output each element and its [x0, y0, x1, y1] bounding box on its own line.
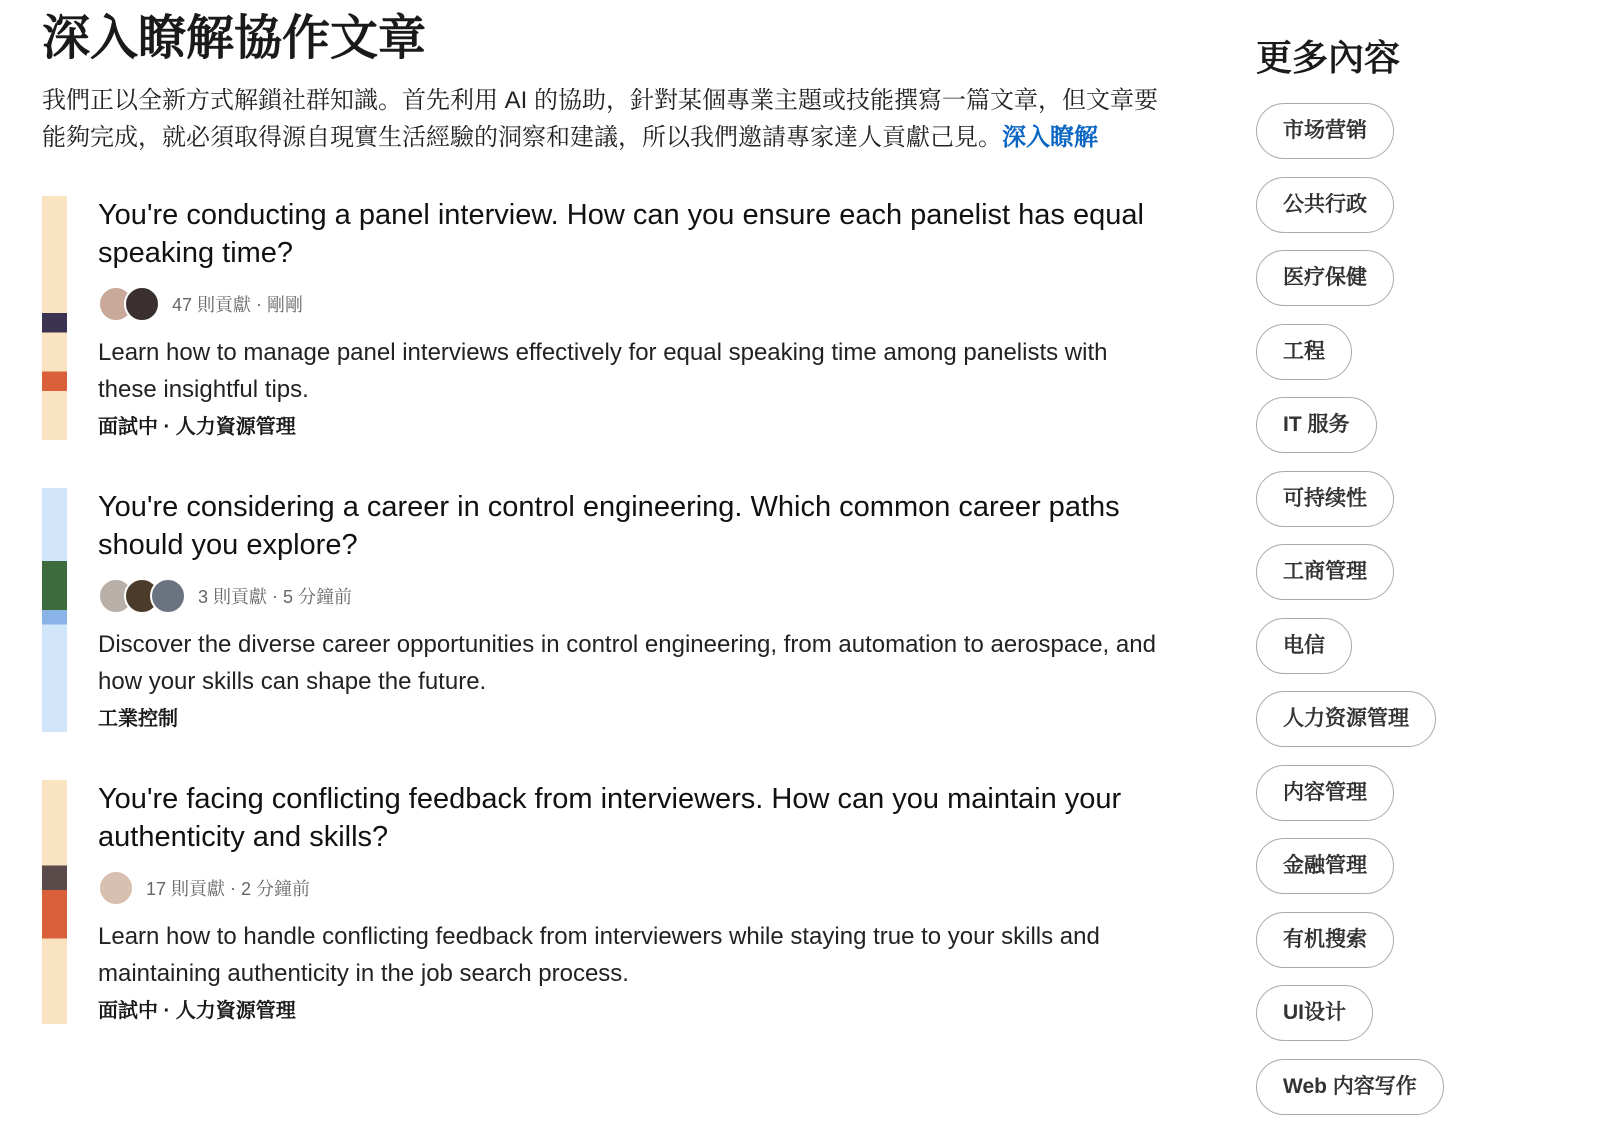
- article-meta: 47 則貢獻 · 剛剛: [98, 284, 1172, 324]
- page-title: 深入瞭解協作文章: [42, 12, 427, 65]
- topic-pill[interactable]: UI设计: [1256, 985, 1373, 1041]
- article-description: Learn how to handle conflicting feedback from interviewers while staying true to your skills and maintaining authenticity in the job search process.: [98, 923, 1100, 987]
- topic-pill[interactable]: 内容管理: [1256, 765, 1394, 821]
- intro-text: 我們正以全新方式解鎖社群知識。首先利用 AI 的協助，針對某個專業主題或技能撰寫一篇文章，但文章要能夠完成，就必須取得源自現實生活經驗的洞察和建議，所以我們邀請專家達人貢獻己見。深入瞭解: [42, 87, 1159, 151]
- topic-pill[interactable]: 市场营销: [1256, 103, 1394, 159]
- timestamp: 剛剛: [267, 295, 304, 315]
- topic-pill[interactable]: 医疗保健: [1256, 250, 1394, 306]
- article-meta: 3 則貢獻 · 5 分鐘前: [98, 576, 1172, 616]
- article-thumbnail[interactable]: [42, 780, 67, 1024]
- article-description: Discover the diverse career opportunities in control engineering, from automation to aerospace, and how your skills can shape the future.: [98, 631, 1156, 695]
- topic-pill[interactable]: 有机搜索: [1256, 912, 1394, 968]
- topic-pill[interactable]: Web 内容写作: [1256, 1059, 1444, 1115]
- timestamp: 2 分鐘前: [241, 879, 311, 899]
- article-meta: 17 則貢獻 · 2 分鐘前: [98, 868, 1172, 908]
- article-description: Learn how to manage panel interviews effectively for equal speaking time among panelists with these insightful tips.: [98, 339, 1108, 403]
- learn-more-link[interactable]: 深入瞭解: [1002, 124, 1098, 151]
- article-thumbnail[interactable]: [42, 196, 67, 440]
- topic-pill[interactable]: 金融管理: [1256, 838, 1394, 894]
- timestamp: 5 分鐘前: [283, 587, 353, 607]
- article-card: [42, 780, 1172, 1024]
- article-card: [42, 196, 1172, 440]
- main-content: [42, 0, 1172, 1024]
- contributor-avatars: [98, 578, 186, 614]
- topic-pill[interactable]: 公共行政: [1256, 177, 1394, 233]
- sidebar-title: 更多內容: [1256, 37, 1401, 78]
- topic-pill[interactable]: 可持续性: [1256, 471, 1394, 527]
- contribution-count: 47 則貢獻: [172, 295, 252, 315]
- avatar: [124, 286, 160, 322]
- article-title[interactable]: You're conducting a panel interview. How can you ensure each panelist has equal speaking time?: [98, 199, 1144, 269]
- article-tags[interactable]: 面試中 · 人力資源管理: [98, 416, 296, 438]
- contribution-count: 3 則貢獻: [198, 587, 268, 607]
- more-content-sidebar: [1256, 30, 1444, 1132]
- article-thumbnail[interactable]: [42, 488, 67, 732]
- contribution-count: 17 則貢獻: [146, 879, 226, 899]
- topic-pill[interactable]: 人力资源管理: [1256, 691, 1436, 747]
- topic-pill[interactable]: 工商管理: [1256, 544, 1394, 600]
- avatar: [150, 578, 186, 614]
- contributor-avatars: [98, 870, 134, 906]
- avatar: [98, 870, 134, 906]
- topic-pill[interactable]: 工程: [1256, 324, 1352, 380]
- article-tags[interactable]: 工業控制: [98, 708, 178, 730]
- article-title[interactable]: You're considering a career in control engineering. Which common career paths should you explore?: [98, 491, 1120, 561]
- article-tags[interactable]: 面試中 · 人力資源管理: [98, 1000, 296, 1022]
- article-card: [42, 488, 1172, 732]
- article-title[interactable]: You're facing conflicting feedback from interviewers. How can you maintain your authenticity and skills?: [98, 783, 1122, 853]
- topic-pill[interactable]: IT 服务: [1256, 397, 1377, 453]
- contributor-avatars: [98, 286, 160, 322]
- topic-pill[interactable]: 电信: [1256, 618, 1352, 674]
